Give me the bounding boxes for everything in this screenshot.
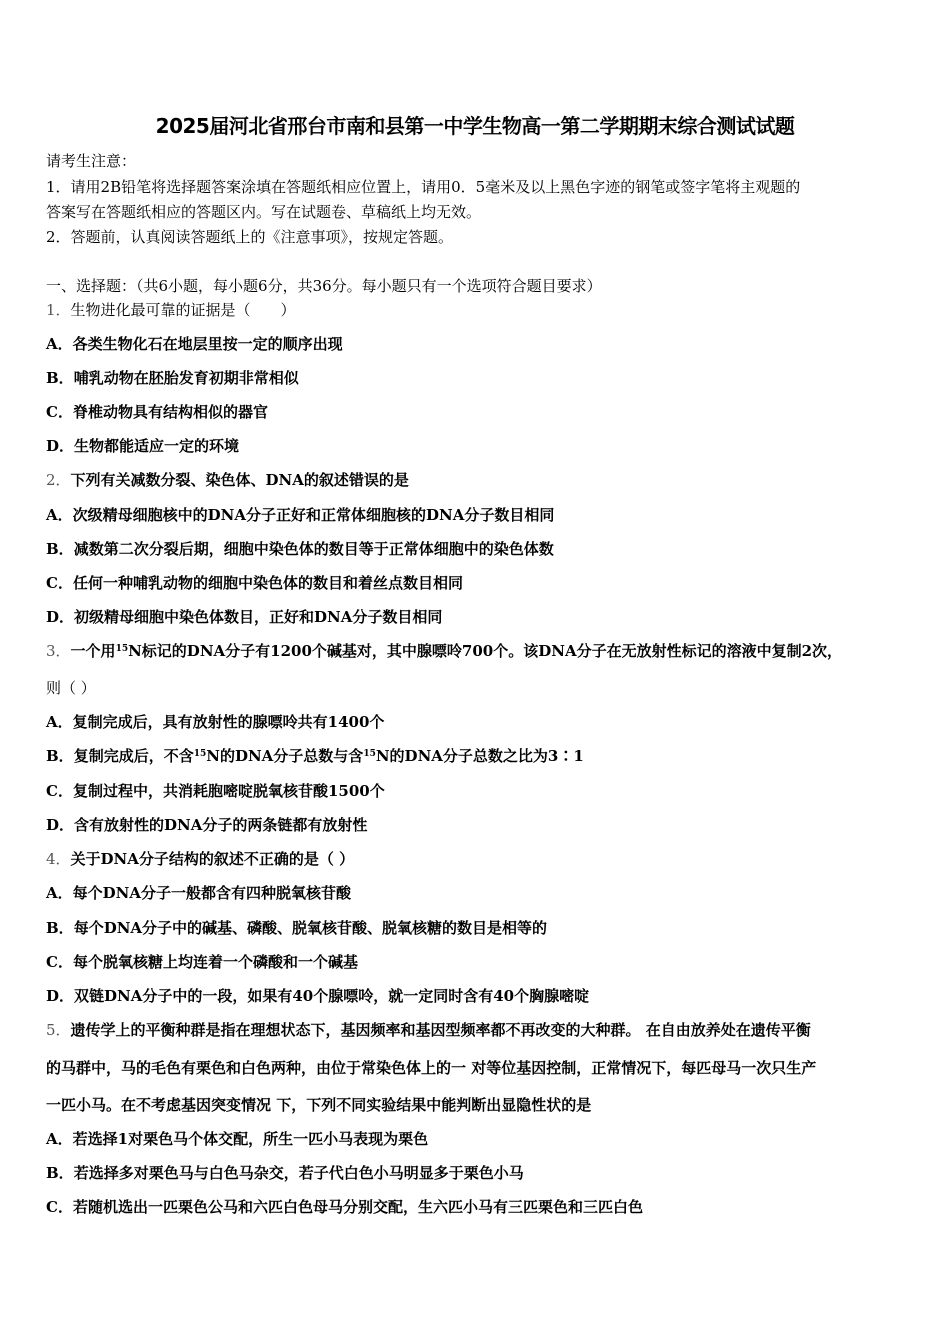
question-number: 1． bbox=[46, 301, 71, 319]
question-text: 生物进化最可靠的证据是（ ） bbox=[70, 301, 296, 319]
question-1-option-a[interactable] bbox=[46, 334, 343, 354]
question-number: 2． bbox=[46, 471, 71, 489]
question-3-option-b[interactable] bbox=[46, 746, 584, 766]
notice-line: 答案写在答题纸相应的答题区内。写在试题卷、草稿纸上均无效。 bbox=[46, 203, 482, 221]
question-5-option-b[interactable] bbox=[46, 1163, 524, 1183]
option-text: 各类生物化石在地层里按一定的顺序出现 bbox=[72, 335, 343, 353]
question-5-stem bbox=[46, 1020, 811, 1040]
option-text: 生物都能适应一定的环境 bbox=[74, 437, 240, 455]
option-label: D． bbox=[46, 987, 75, 1005]
question-2-option-a[interactable] bbox=[46, 505, 554, 525]
question-5-option-c[interactable] bbox=[46, 1197, 643, 1217]
question-number: 5． bbox=[46, 1021, 71, 1039]
question-text: 下列有关减数分裂、染色体、DNA的叙述错误的是 bbox=[70, 471, 409, 489]
option-label: A． bbox=[46, 713, 73, 731]
option-text: 次级精母细胞核中的DNA分子正好和正常体细胞核的DNA分子数目相同 bbox=[72, 506, 555, 524]
notice-heading: 请考生注意： bbox=[46, 152, 137, 170]
option-text: 每个DNA分子中的碱基、磷酸、脱氧核苷酸、脱氧核糖的数目是相等的 bbox=[73, 919, 548, 937]
option-label: A． bbox=[46, 335, 73, 353]
question-4-option-b[interactable] bbox=[46, 918, 547, 938]
option-text: 复制完成后，具有放射性的腺嘌呤共有1400个 bbox=[72, 713, 385, 731]
option-label: B． bbox=[46, 540, 74, 558]
option-label: A． bbox=[46, 884, 73, 902]
option-text: N的DNA分子总数与含 bbox=[206, 747, 364, 765]
option-label: B． bbox=[46, 747, 74, 765]
notice-line: 1．请用2B铅笔将选择题答案涂填在答题纸相应位置上，请用0．5毫米及以上黑色字迹的钢笔或签字笔将主观题的 bbox=[46, 178, 801, 196]
question-5-stem-continued: 一匹小马。在不考虑基因突变情况 下，下列不同实验结果中能判断出显隐性状的是 bbox=[46, 1096, 592, 1114]
option-label: C． bbox=[46, 953, 73, 971]
option-text: 每个DNA分子一般都含有四种脱氧核苷酸 bbox=[72, 884, 351, 902]
option-label: D． bbox=[46, 608, 75, 626]
option-label: C． bbox=[46, 782, 73, 800]
option-text: 含有放射性的DNA分子的两条链都有放射性 bbox=[74, 816, 368, 834]
section-heading: 一、选择题：（共6小题，每小题6分，共36分。每小题只有一个选项符合题目要求） bbox=[46, 277, 602, 295]
option-label: C． bbox=[46, 403, 73, 421]
option-text: 复制完成后，不含 bbox=[73, 747, 194, 765]
isotope-superscript: 15 bbox=[363, 749, 376, 759]
option-text: 哺乳动物在胚胎发育初期非常相似 bbox=[73, 369, 299, 387]
option-text: 若随机选出一匹栗色公马和六匹白色母马分别交配，生六匹小马有三匹栗色和三匹白色 bbox=[72, 1198, 643, 1216]
question-5-stem-continued: 的马群中，马的毛色有栗色和白色两种，由位于常染色体上的一 对等位基因控制，正常情况下，每匹母马一次只生产 bbox=[46, 1059, 817, 1077]
question-2-option-c[interactable] bbox=[46, 573, 463, 593]
option-label: B． bbox=[46, 369, 74, 387]
option-text: N的DNA分子总数之比为3∶1 bbox=[375, 747, 584, 765]
question-1-option-d[interactable] bbox=[46, 436, 239, 456]
question-1-option-c[interactable] bbox=[46, 402, 268, 422]
option-text: 若选择多对栗色马与白色马杂交，若子代白色小马明显多于栗色小马 bbox=[73, 1164, 524, 1182]
option-label: C． bbox=[46, 1198, 73, 1216]
question-3-option-c[interactable] bbox=[46, 781, 385, 801]
question-number: 4． bbox=[46, 850, 71, 868]
option-text: 双链DNA分子中的一段，如果有40个腺嘌呤，就一定同时含有40个胸腺嘧啶 bbox=[74, 987, 590, 1005]
question-2-option-d[interactable] bbox=[46, 607, 442, 627]
question-1-option-b[interactable] bbox=[46, 368, 299, 388]
option-label: A． bbox=[46, 1130, 73, 1148]
option-text: 减数第二次分裂后期，细胞中染色体的数目等于正常体细胞中的染色体数 bbox=[73, 540, 554, 558]
question-text: 关于DNA分子结构的叙述不正确的是（ ） bbox=[70, 850, 355, 868]
question-5-option-a[interactable] bbox=[46, 1129, 428, 1149]
question-3-stem-continued: 则（ ） bbox=[46, 679, 96, 697]
question-3-stem bbox=[46, 641, 842, 661]
question-3-option-d[interactable] bbox=[46, 815, 367, 835]
option-text: 任何一种哺乳动物的细胞中染色体的数目和着丝点数目相同 bbox=[72, 574, 463, 592]
question-text: 一个用 bbox=[70, 642, 116, 660]
option-label: C． bbox=[46, 574, 73, 592]
option-label: B． bbox=[46, 919, 74, 937]
question-text: N标记的DNA分子有1200个碱基对，其中腺嘌呤700个。该DNA分子在无放射性标记的溶液中复制2次， bbox=[128, 642, 843, 660]
question-2-stem bbox=[46, 470, 409, 490]
question-3-option-a[interactable] bbox=[46, 712, 384, 732]
question-4-option-c[interactable] bbox=[46, 952, 358, 972]
question-text: 遗传学上的平衡种群是指在理想状态下，基因频率和基因型频率都不再改变的大种群。 在自由放养处在遗传平衡 bbox=[70, 1021, 811, 1039]
option-text: 每个脱氧核糖上均连着一个磷酸和一个碱基 bbox=[72, 953, 358, 971]
option-label: D． bbox=[46, 437, 75, 455]
question-1-stem bbox=[46, 300, 296, 320]
option-text: 脊椎动物具有结构相似的器官 bbox=[72, 403, 268, 421]
question-number: 3． bbox=[46, 642, 71, 660]
exam-title: 2025届河北省邢台市南和县第一中学生物高一第二学期期末综合测试试题 bbox=[155, 114, 795, 138]
option-label: B． bbox=[46, 1164, 74, 1182]
notice-line: 2．答题前，认真阅读答题纸上的《注意事项》，按规定答题。 bbox=[46, 228, 454, 246]
question-2-option-b[interactable] bbox=[46, 539, 554, 559]
option-text: 复制过程中，共消耗胞嘧啶脱氧核苷酸1500个 bbox=[72, 782, 385, 800]
isotope-superscript: 15 bbox=[193, 749, 207, 759]
isotope-superscript: 15 bbox=[115, 644, 129, 654]
question-4-option-d[interactable] bbox=[46, 986, 589, 1006]
option-text: 初级精母细胞中染色体数目，正好和DNA分子数目相同 bbox=[74, 608, 443, 626]
question-4-option-a[interactable] bbox=[46, 883, 351, 903]
option-label: D． bbox=[46, 816, 75, 834]
question-4-stem bbox=[46, 849, 354, 869]
option-label: A． bbox=[46, 506, 73, 524]
option-text: 若选择1对栗色马个体交配，所生一匹小马表现为栗色 bbox=[72, 1130, 429, 1148]
